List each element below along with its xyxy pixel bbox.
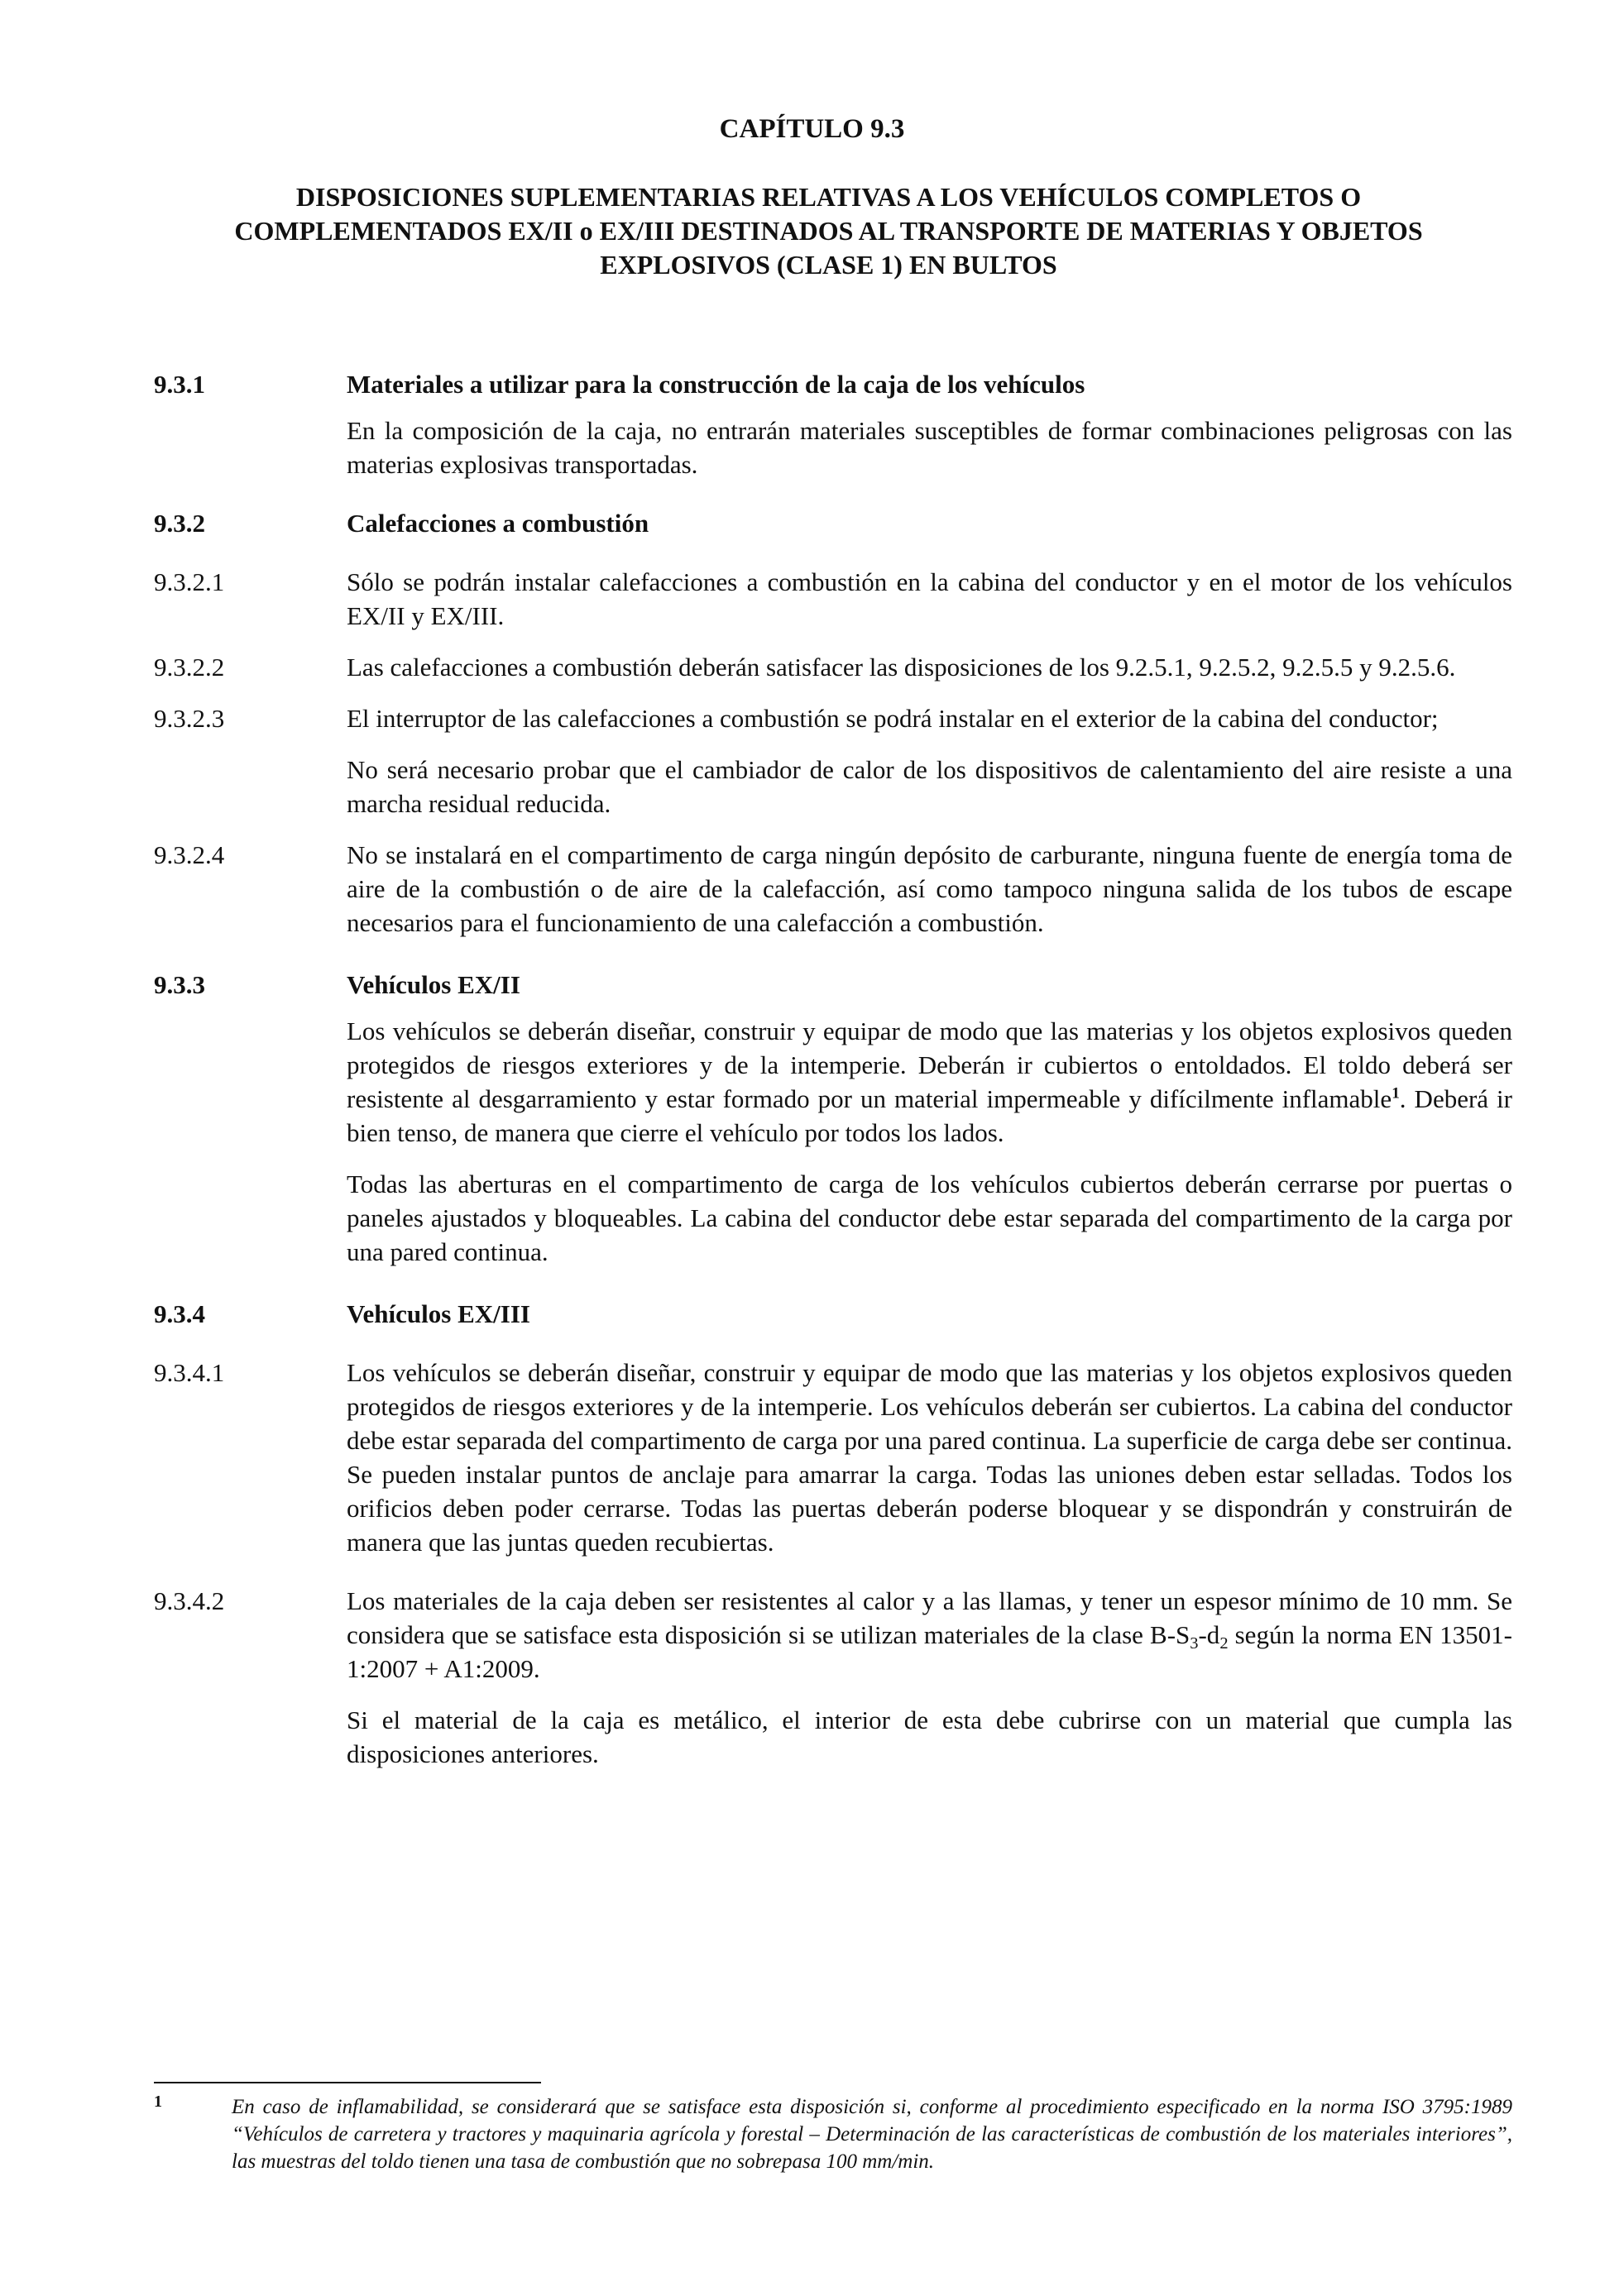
section-heading-9-3-2	[0, 506, 1624, 540]
title-line-3: EXPLOSIVOS (CLASE 1) EN BULTOS	[600, 250, 1057, 280]
paragraph-text-part: Los vehículos se deberán diseñar, construir y equipar de modo que las materias y los objetos explosivos queden protegidos de riesgos exteriores y de la intemperie. Deberán ir cubiertos o entoldados. El toldo deberá ser resistente al desgarramiento y estar formado por un material impermeable y difícilmente inflamable	[347, 1016, 1512, 1113]
section-number: 9.3.3	[154, 970, 205, 999]
section-heading-text: Vehículos EX/II	[347, 970, 520, 999]
paragraph-text	[347, 1584, 1512, 1686]
section-heading-9-3-1	[0, 367, 1624, 401]
section-heading-9-3-3	[0, 968, 1624, 1002]
paragraph-9-3-4-2-continued	[0, 1703, 1624, 1771]
footnote-text: En caso de inflamabilidad, se considerará que se satisface esta disposición si, conforme al procedimiento especificado en la norma ISO 3795:1989 “Vehículos de carretera y tractores y maquinaria agrícola y forestal – Determinación de las características de combustión de los materiales interiores”, las muestras del toldo tienen una tasa de combustión que no sobrepasa 100 mm/min.	[232, 2096, 1512, 2173]
paragraph-text-part: -d	[1198, 1620, 1220, 1649]
paragraph-9-3-2-4	[0, 838, 1624, 940]
paragraph-text: Los vehículos se deberán diseñar, construir y equipar de modo que las materias y los objetos explosivos queden protegidos de riesgos exteriores y de la intemperie. Los vehículos deberán ser cubiertos. La cabina del conductor debe estar separada del compartimento de carga por una pared continua. La superficie de carga debe ser continua. Se pueden instalar puntos de anclaje para amarrar la carga. Todas las uniones deben estar selladas. Todos los orificios deben poder cerrarse. Todas las puertas deberán poderse bloquear y se dispondrán y construirán de manera que las juntas queden recubiertas.	[347, 1358, 1512, 1557]
paragraph-9-3-2-3	[0, 701, 1624, 735]
paragraph-text: No se instalará en el compartimento de carga ningún depósito de carburante, ninguna fuente de energía toma de aire de la combustión o de aire de la calefacción, así como tampoco ninguna salida de los tubos de escape necesarios para el funcionamiento de una calefacción a combustión.	[347, 840, 1512, 937]
paragraph-number: 9.3.4.2	[154, 1586, 225, 1615]
paragraph-text-part: . Deberá ir bien tenso, de manera que cierre el vehículo por todos los lados.	[347, 1084, 1512, 1147]
section-heading-9-3-4	[0, 1297, 1624, 1331]
section-heading-text: Calefacciones a combustión	[347, 509, 649, 538]
footnote-divider	[154, 2082, 541, 2083]
paragraph-9-3-4-2	[0, 1584, 1624, 1686]
paragraph-text: Sólo se podrán instalar calefacciones a combustión en la cabina del conductor y en el motor de los vehículos EX/II y EX/III.	[347, 567, 1512, 630]
paragraph-number: 9.3.2.3	[154, 704, 225, 733]
title-line-2: COMPLEMENTADOS EX/II o EX/III DESTINADOS AL TRANSPORTE DE MATERIAS Y OBJETOS	[234, 216, 1423, 246]
paragraph-text-part: según la norma EN 13501-1:2007 + A1:2009.	[347, 1620, 1512, 1683]
paragraph-text: Las calefacciones a combustión deberán satisfacer las disposiciones de los 9.2.5.1, 9.2.5.2, 9.2.5.5 y 9.2.5.6.	[347, 653, 1456, 682]
section-heading-text: Materiales a utilizar para la construcción de la caja de los vehículos	[347, 370, 1085, 399]
paragraph-text: Todas las aberturas en el compartimento de carga de los vehículos cubiertos deberán cerrarse por puertas o paneles ajustados y bloqueables. La cabina del conductor debe estar separada del compartimento de la carga por una pared continua.	[347, 1170, 1512, 1266]
paragraph-9-3-3-b	[0, 1167, 1624, 1269]
footnote-number: 1	[154, 2093, 162, 2111]
paragraph-text: No será necesario probar que el cambiador de calor de los dispositivos de calentamiento del aire resiste a una marcha residual reducida.	[347, 755, 1512, 818]
subscript: 2	[1219, 1634, 1229, 1653]
paragraph-text	[347, 1014, 1512, 1150]
paragraph-text: En la composición de la caja, no entrarán materiales susceptibles de formar combinaciones peligrosas con las materias explosivas transportadas.	[347, 416, 1512, 479]
paragraph-text: Si el material de la caja es metálico, el interior de esta debe cubrirse con un material que cumpla las disposiciones anteriores.	[347, 1705, 1512, 1768]
paragraph-number: 9.3.2.4	[154, 840, 225, 869]
chapter-title: CAPÍTULO 9.3	[719, 114, 905, 144]
paragraph-number: 9.3.2.1	[154, 567, 225, 596]
paragraph-number: 9.3.2.2	[154, 653, 225, 682]
paragraph-9-3-2-1	[0, 565, 1624, 633]
section-number: 9.3.4	[154, 1299, 205, 1328]
section-number: 9.3.2	[154, 509, 205, 538]
paragraph-9-3-2-3-continued	[0, 753, 1624, 820]
footnote-reference: 1	[1392, 1084, 1400, 1103]
document-body	[0, 367, 1624, 1771]
section-heading-text: Vehículos EX/III	[347, 1299, 530, 1328]
subscript: 3	[1190, 1634, 1199, 1653]
section-number: 9.3.1	[154, 370, 205, 399]
paragraph-9-3-2-2	[0, 650, 1624, 684]
paragraph-9-3-1	[0, 414, 1624, 481]
document-title	[149, 180, 1508, 282]
paragraph-number: 9.3.4.1	[154, 1358, 225, 1387]
paragraph-text: El interruptor de las calefacciones a combustión se podrá instalar en el exterior de la cabina del conductor;	[347, 704, 1439, 733]
title-line-1: DISPOSICIONES SUPLEMENTARIAS RELATIVAS A LOS VEHÍCULOS COMPLETOS O	[295, 182, 1362, 212]
paragraph-9-3-3-a	[0, 1014, 1624, 1150]
paragraph-text-part: Los materiales de la caja deben ser resistentes al calor y a las llamas, y tener un espesor mínimo de 10 mm. Se considera que se satisface esta disposición si se utilizan materiales de la clase B-S	[347, 1586, 1512, 1649]
paragraph-9-3-4-1	[0, 1356, 1624, 1559]
